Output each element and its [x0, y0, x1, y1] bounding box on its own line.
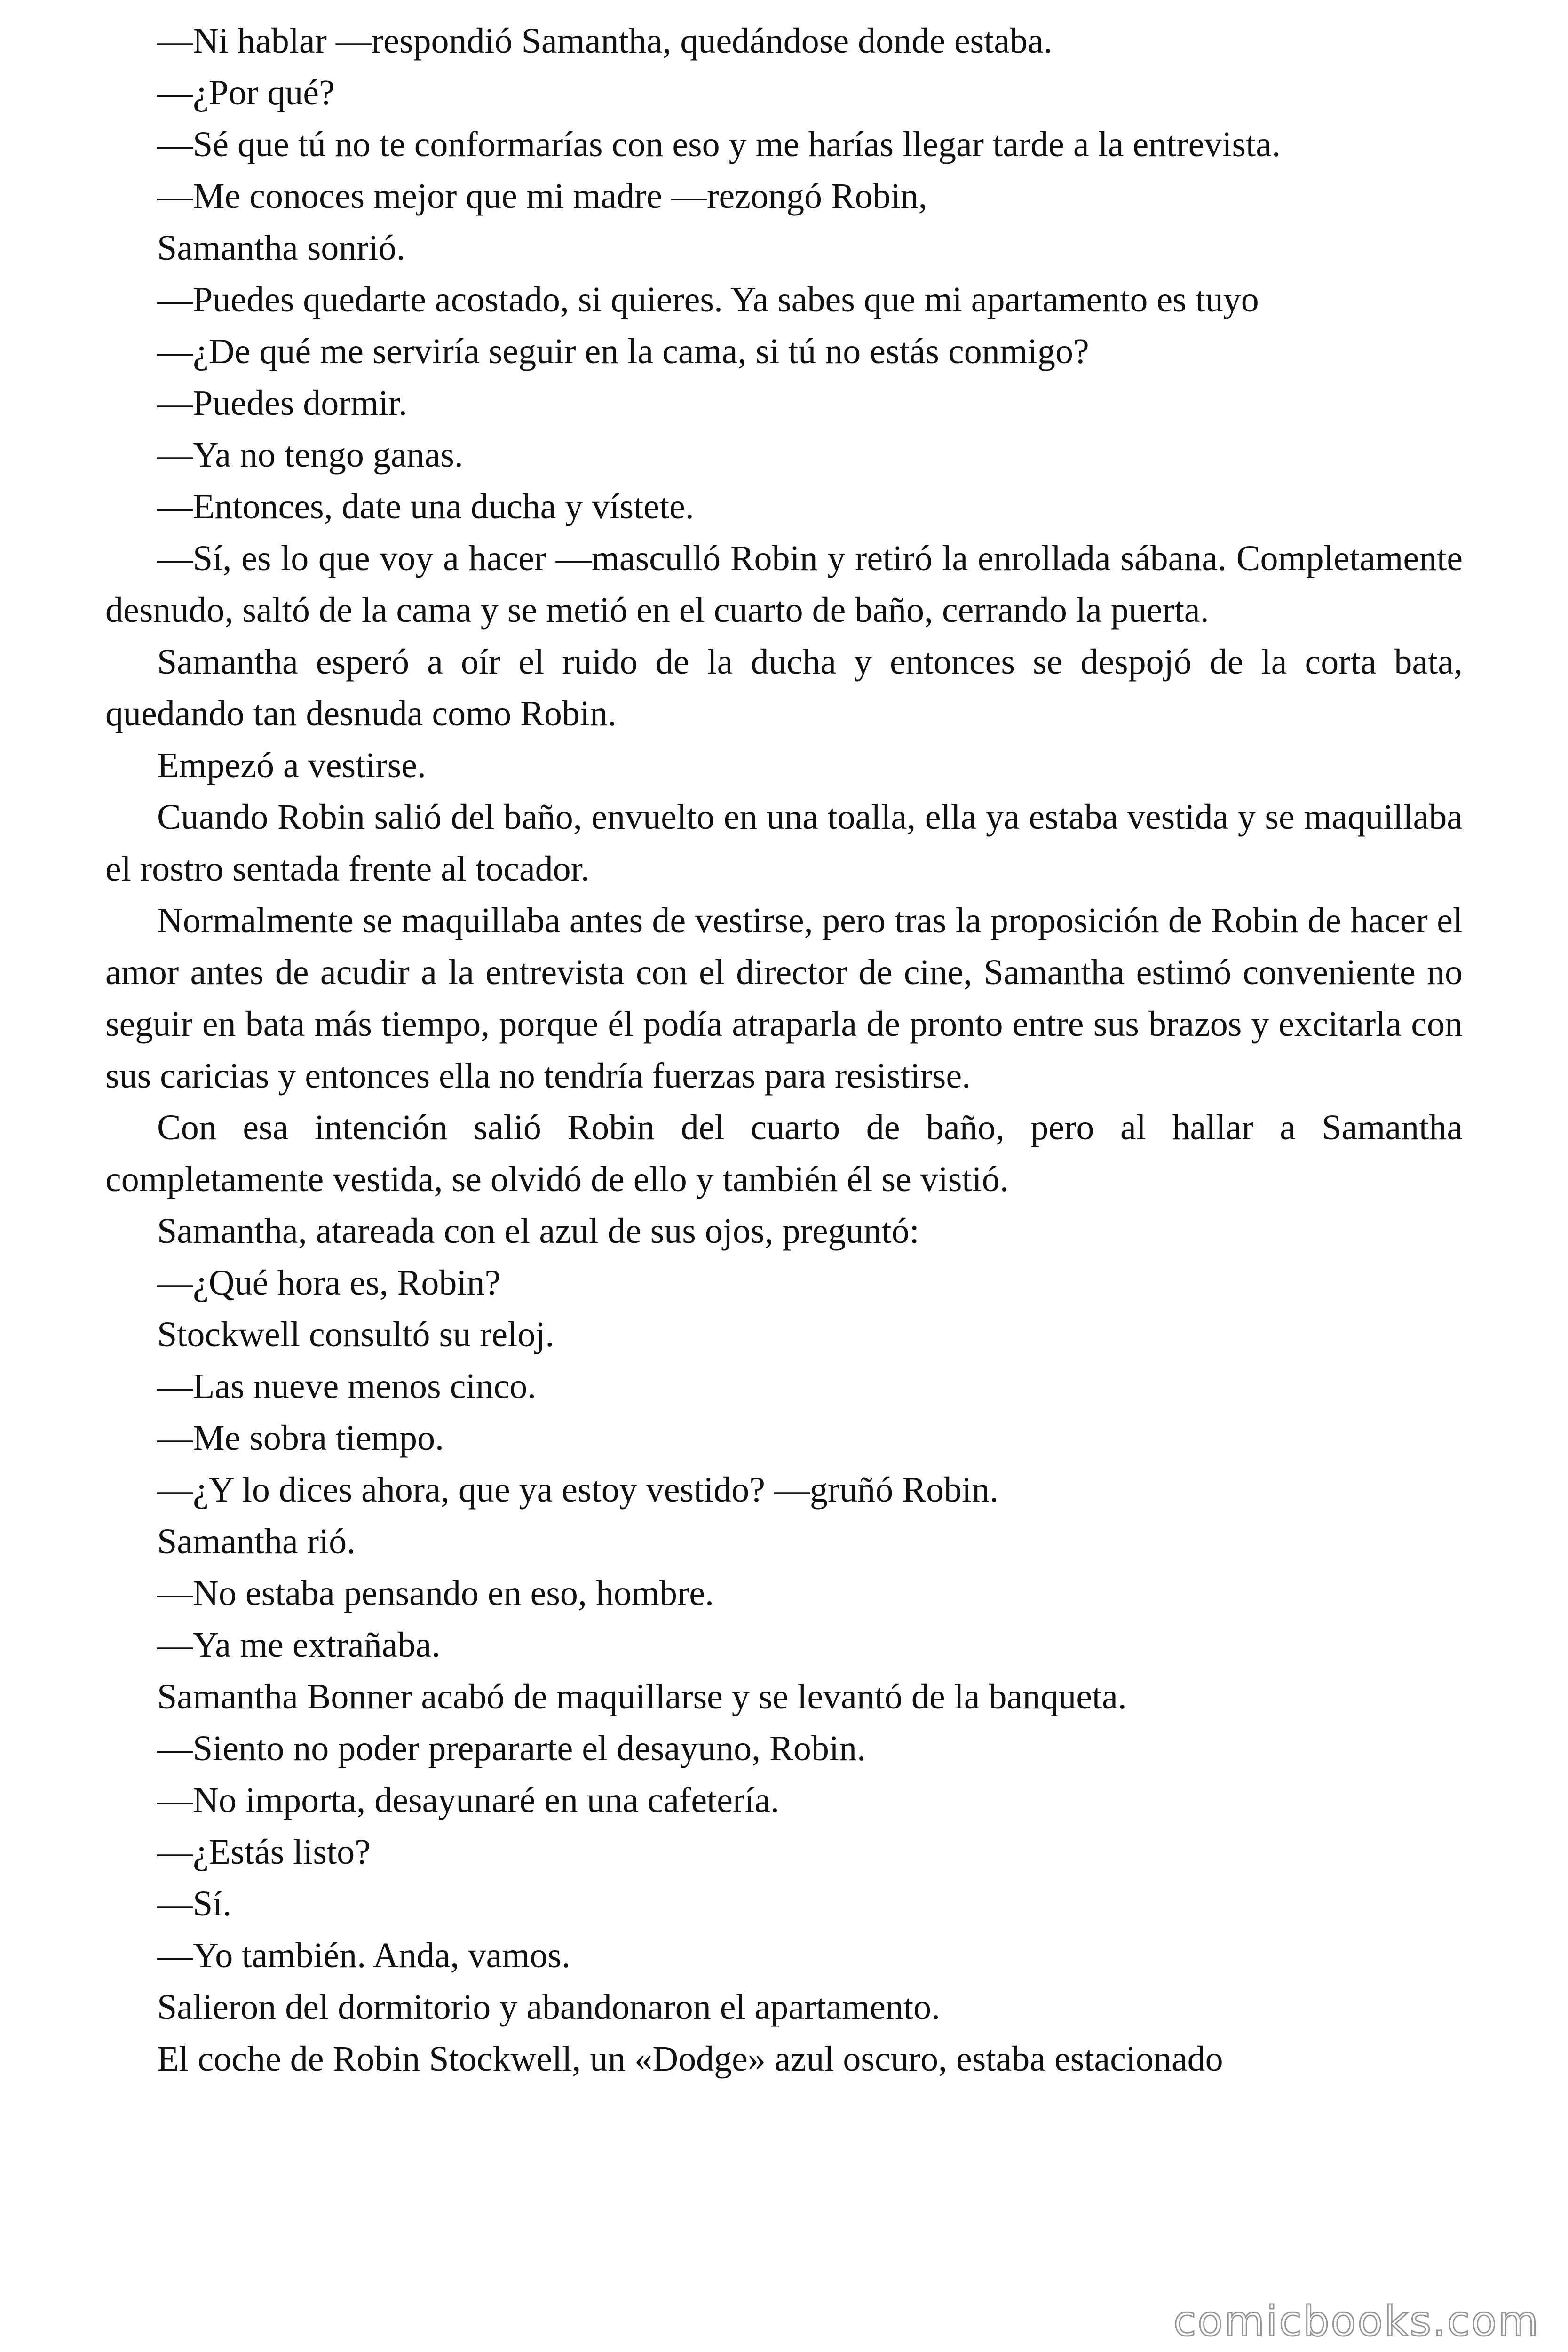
paragraph: —Entonces, date una ducha y vístete.	[157, 487, 694, 526]
paragraph: —Puedes dormir.	[157, 383, 407, 423]
paragraph: Salieron del dormitorio y abandonaron el apartamento.	[157, 1987, 941, 2027]
paragraph: —Siento no poder prepararte el desayuno, Robin.	[157, 1729, 866, 1768]
page-text	[105, 15, 1463, 2085]
paragraph: —Sí, es lo que voy a hacer —masculló Robin y retiró la enrollada sábana. Completamente desnudo, saltó de la cama y se metió en el cuarto de baño, cerrando la puerta.	[105, 539, 1463, 630]
paragraph: Samantha Bonner acabó de maquillarse y se levantó de la banqueta.	[157, 1677, 1127, 1716]
paragraph: —Sé que tú no te conformarías con eso y me harías llegar tarde a la entrevista.	[157, 125, 1281, 164]
paragraph: —¿Y lo dices ahora, que ya estoy vestido? —gruñó Robin.	[157, 1470, 999, 1510]
paragraph: —Me sobra tiempo.	[157, 1418, 444, 1458]
paragraph: —No estaba pensando en eso, hombre.	[157, 1573, 714, 1613]
paragraph: —Las nueve menos cinco.	[157, 1367, 537, 1406]
paragraph: Empezó a vestirse.	[157, 746, 426, 785]
paragraph: —¿Por qué?	[157, 73, 335, 112]
paragraph: —Me conoces mejor que mi madre —rezongó Robin,	[157, 176, 927, 216]
paragraph: —Sí.	[157, 1884, 232, 1923]
paragraph: Samantha sonrió.	[157, 228, 405, 268]
paragraph: —¿De qué me serviría seguir en la cama, si tú no estás conmigo?	[157, 332, 1089, 371]
paragraph: Stockwell consultó su reloj.	[157, 1315, 554, 1354]
paragraph: —No importa, desayunaré en una cafetería.	[157, 1780, 780, 1820]
paragraph: —Puedes quedarte acostado, si quieres. Ya sabes que mi apartamento es tuyo	[157, 280, 1259, 319]
paragraph: —Ni hablar —respondió Samantha, quedándose donde estaba.	[157, 21, 1053, 61]
watermark: comicbooks.com	[1173, 2297, 1540, 2345]
paragraph: —Ya me extrañaba.	[157, 1625, 441, 1665]
paragraph: Normalmente se maquillaba antes de vestirse, pero tras la proposición de Robin de hacer el amor antes de acudir a la entrevista con el director de cine, Samantha estimó conveniente no seguir en bata más tiempo, porque él podía atraparla de pronto entre sus brazos y excitarla con sus caricias y entonces ella no tendría fuerzas para resistirse.	[105, 901, 1463, 1096]
paragraph: —¿Estás listo?	[157, 1832, 371, 1872]
paragraph: El coche de Robin Stockwell, un «Dodge» azul oscuro, estaba estacionado	[157, 2039, 1223, 2079]
paragraph: Cuando Robin salió del baño, envuelto en una toalla, ella ya estaba vestida y se maquillaba el rostro sentada frente al tocador.	[105, 797, 1463, 889]
paragraph: Samantha, atareada con el azul de sus ojos, preguntó:	[157, 1211, 919, 1251]
paragraph: Samantha esperó a oír el ruido de la ducha y entonces se despojó de la corta bata, quedando tan desnuda como Robin.	[105, 642, 1463, 733]
paragraph: —Yo también. Anda, vamos.	[157, 1936, 570, 1975]
paragraph: Samantha rió.	[157, 1522, 356, 1561]
paragraph: —¿Qué hora es, Robin?	[157, 1263, 501, 1303]
paragraph: Con esa intención salió Robin del cuarto de baño, pero al hallar a Samantha completamente vestida, se olvidó de ello y también él se vistió.	[105, 1108, 1463, 1199]
paragraph: —Ya no tengo ganas.	[157, 435, 463, 475]
